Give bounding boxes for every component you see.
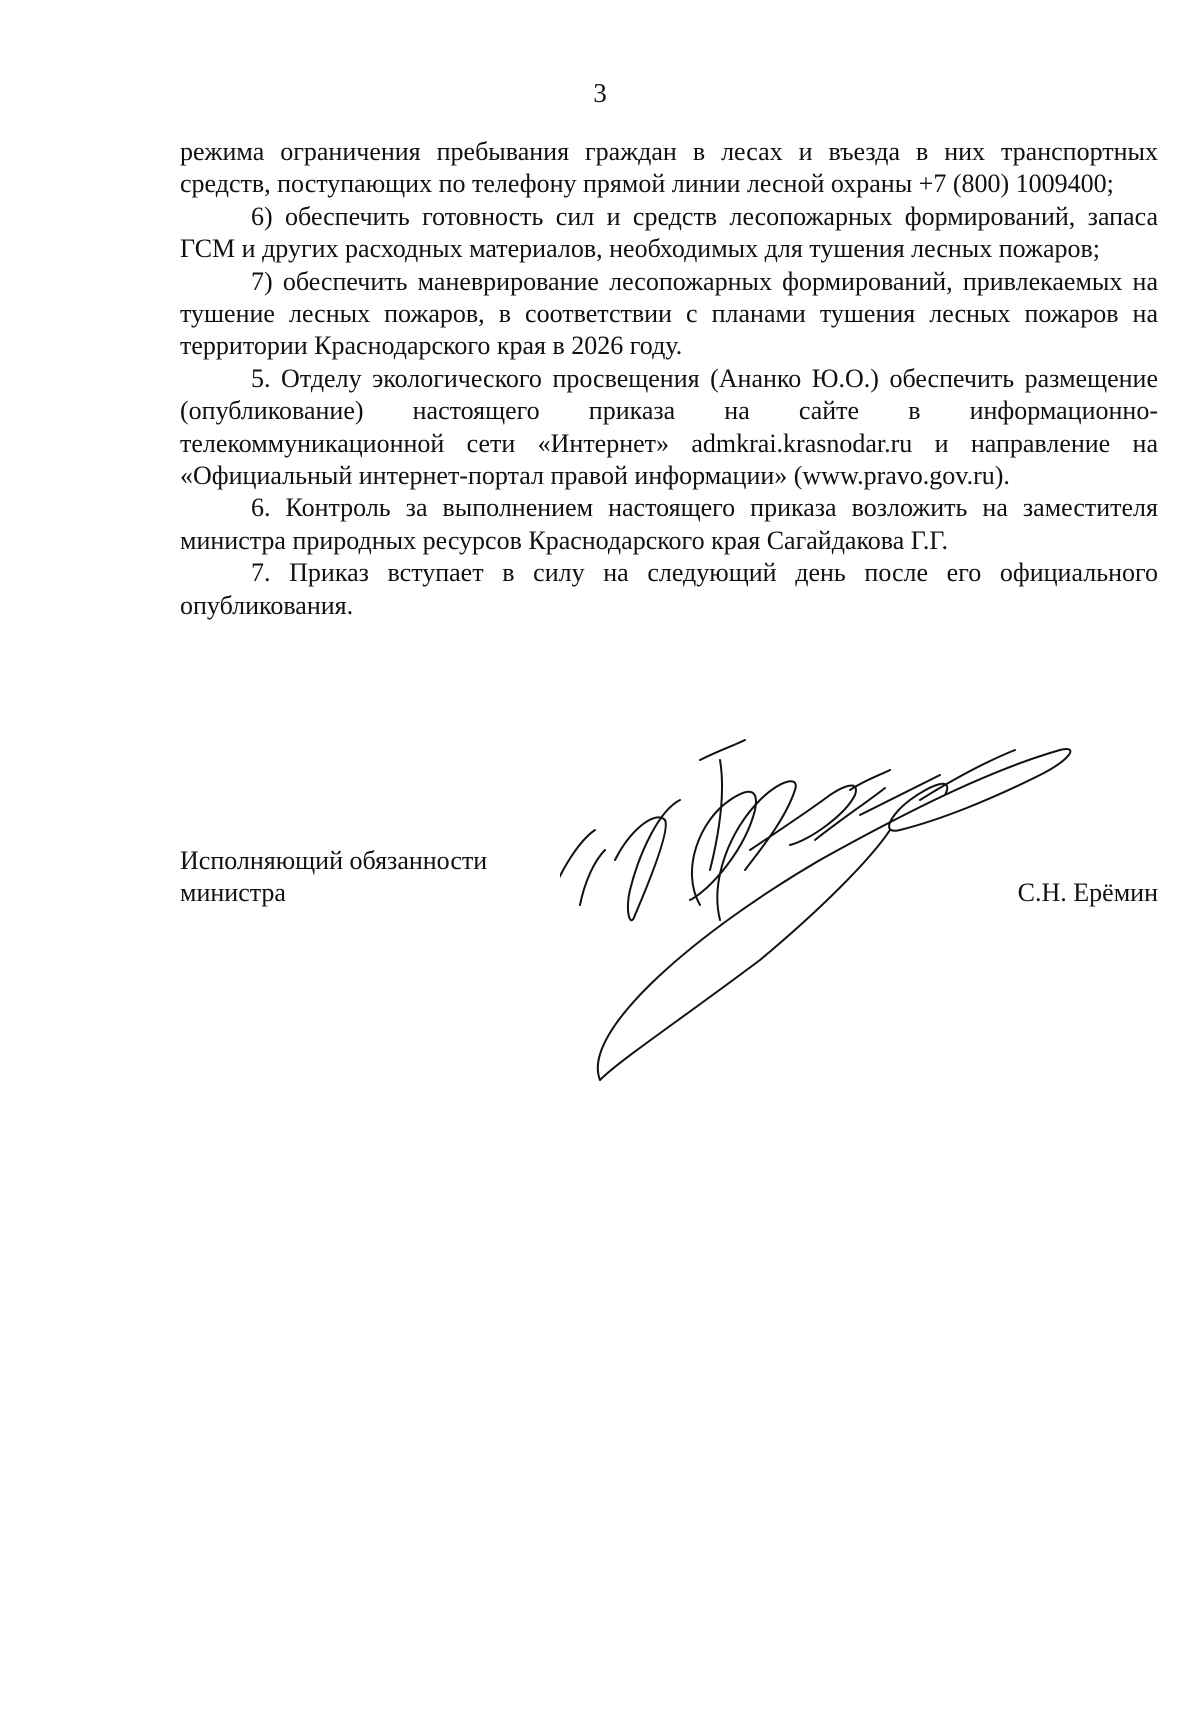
signatory-title-line-1: Исполняющий обязанности [180,846,488,875]
paragraph-continuation: режима ограничения пребывания граждан в лесах и въезда в них транспортных средств, поступающих по телефону прямой линии лесной охраны +7 (800) 1009400; [180,137,1158,199]
paragraph-clause-6: 6. Контроль за выполнением настоящего приказа возложить на заместителя министра природных ресурсов Краснодарского края Сагайдакова Г.Г. [180,493,1158,555]
page-number: 3 [593,78,607,108]
handwritten-signature [560,730,1120,1100]
paragraph-clause-7: 7. Приказ вступает в силу на следующий день после его официального опубликования. [180,558,1158,620]
signatory-name: С.Н. Ерёмин [1017,878,1158,907]
paragraph-clause-5: 5. Отделу экологического просвещения (Ананко Ю.О.) обеспечить размещение (опубликование) настоящего приказа на сайте в информационно-телекоммуникационной сети «Интернет» admkrai.krasnodar.ru и направление на «Официальный интернет-портал правой информации» (www.pravo.gov.ru). [180,363,1158,491]
paragraph-item-6: 6) обеспечить готовность сил и средств лесопожарных формирований, запаса ГСМ и других расходных материалов, необходимых для тушения лесных пожаров; [180,201,1158,264]
signatory-title [180,845,487,909]
document-body [180,136,1158,622]
paragraph-item-7: 7) обеспечить маневрирование лесопожарных формирований, привлекаемых на тушение лесных пожаров, в соответствии с планами тушения лесных пожаров на территории Краснодарского края в 2026 году. [180,266,1158,361]
signatory-title-line-2: министра [180,878,286,907]
